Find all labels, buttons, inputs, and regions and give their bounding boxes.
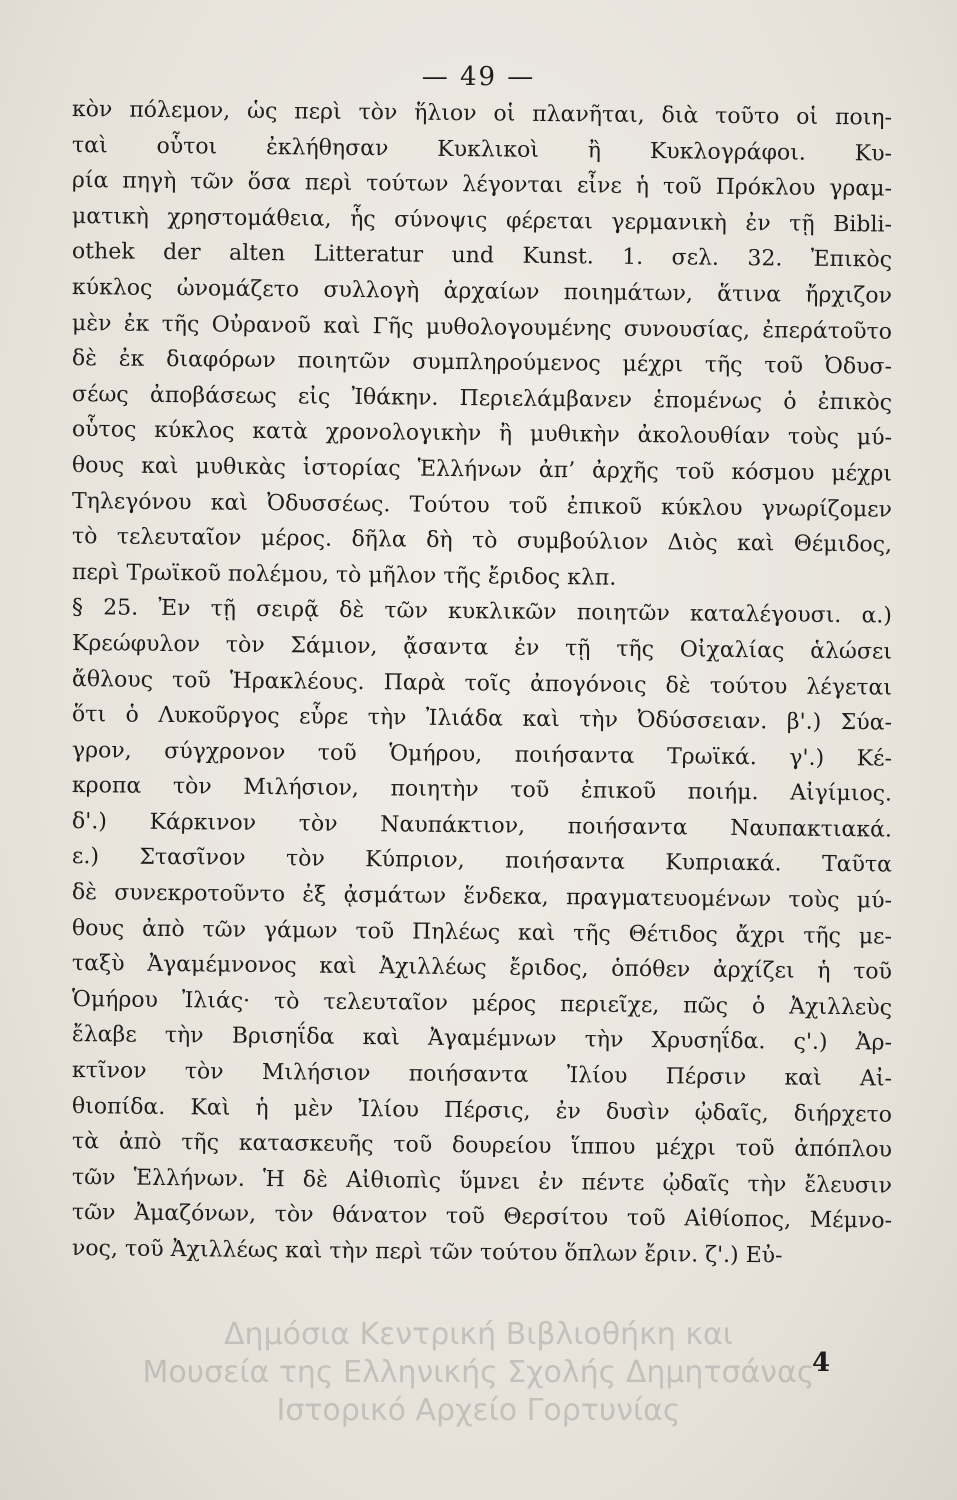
text-line: ρία πηγὴ τῶν ὅσα περὶ τούτων λέγονται εἶνε ἡ τοῦ Πρόκλου γραμ- <box>71 168 893 202</box>
watermark-line: Ιστορικό Αρχείο Γορτυνίας <box>276 1393 681 1428</box>
watermark-line: Δημόσια Κεντρική Βιβλιοθήκη και <box>224 1317 733 1352</box>
text-line: κροπα τὸν Μιλήσιον, ποιητὴν τοῦ ἐπικοῦ ποιήμ. Αἰγίμιος. <box>71 773 893 807</box>
text-line: ταξὺ Ἀγαμέμνονος καὶ Ἀχιλλέως ἔριδος, ὁπόθεν ἀρχίζει ἡ τοῦ <box>71 951 893 985</box>
text-line: κύκλος ὠνομάζετο συλλογὴ ἀρχαίων ποιημάτων, ἅτινα ἤρχιζον <box>71 274 893 309</box>
text-line: θους καὶ μυθικὰς ἱστορίας Ἑλλήνων ἀπ’ ἀρχῆς τοῦ κόσμου μέχρι <box>71 452 893 487</box>
text-line: κτῖνον τὸν Μιλήσιον ποιήσαντα Ἰλίου Πέρσιν καὶ Αἰ- <box>71 1058 893 1092</box>
text-line: θους ἀπὸ τῶν γάμων τοῦ Πηλέως καὶ τῆς Θέτιδος ἄχρι τῆς με- <box>71 915 893 950</box>
text-line: τὸ τελευταῖον μέρος. δῆλα δὴ τὸ συμβούλιον Διὸς καὶ Θέμιδος, <box>71 524 893 558</box>
text-line: othek der alten Litteratur und Kunst. 1. σελ. 32. Ἐπικὸς <box>71 239 893 273</box>
text-line: § 25. Ἐν τῇ σειρᾷ δὲ τῶν κυκλικῶν ποιητῶν καταλέγουσι. α.) <box>71 595 893 629</box>
text-line: δὲ συνεκροτοῦντο ἐξ ᾀσμάτων ἕνδεκα, πραγματευομένων τοὺς μύ- <box>71 880 893 914</box>
body-text <box>72 92 892 1267</box>
page-number: — 49 — <box>421 62 536 92</box>
text-line: Ὁμήρου Ἰλιάς· τὸ τελευταῖον μέρος περιεῖχε, πῶς ὁ Ἀχιλλεὺς <box>71 986 893 1021</box>
text-line: μὲν ἐκ τῆς Οὐρανοῦ καὶ Γῆς μυθολογουμένης συνουσίας, ἐπεράτοῦτο <box>71 310 893 345</box>
text-line: τῶν Ἑλλήνων. Ἡ δὲ Αἰθιοπὶς ὕμνει ἐν πέντε ᾠδαῖς τὴν ἔλευσιν <box>71 1164 893 1199</box>
text-line: ματικὴ χρηστομάθεια, ἧς σύνοψις φέρεται γερμανικὴ ἐν τῇ Bibli- <box>71 203 893 238</box>
printer-signature-mark: 4 <box>812 1348 831 1378</box>
text-line: θιοπίδα. Καὶ ἡ μὲν Ἰλίου Πέρσις, ἐν δυσὶν ᾠδαῖς, διήρχετο <box>71 1093 893 1128</box>
text-line: Κρεώφυλον τὸν Σάμιον, ᾄσαντα ἐν τῇ τῆς Οἰχαλίας ἁλώσει <box>71 630 893 665</box>
text-line: ταὶ οὗτοι ἐκλήθησαν Κυκλικοὶ ἢ Κυκλογράφοι. Κυ- <box>71 132 893 167</box>
text-line: σέως ἀποβάσεως εἰς Ἰθάκην. Περιελάμβανεν ἑπομένως ὁ ἐπικὸς <box>71 381 893 416</box>
text-line: Τηλεγόνου καὶ Ὀδυσσέως. Τούτου τοῦ ἐπικοῦ κύκλου γνωρίζομεν <box>71 488 893 523</box>
text-line: ὅτι ὁ Λυκοῦργος εὗρε τὴν Ἰλιάδα καὶ τὴν Ὀδύσσειαν. β'.) Σύα- <box>71 702 893 736</box>
text-line: δ'.) Κάρκινον τὸν Ναυπάκτιον, ποιήσαντα Ναυπακτιακά. <box>71 808 893 843</box>
text-line: ε.) Στασῖνον τὸν Κύπριον, ποιήσαντα Κυπριακά. Ταῦτα <box>71 844 893 879</box>
text-line: τὰ ἀπὸ τῆς κατασκευῆς τοῦ δουρείου ἵππου μέχρι τοῦ ἀπόπλου <box>71 1129 893 1163</box>
text-line: οὗτος κύκλος κατὰ χρονολογικὴν ἢ μυθικὴν ἀκολουθίαν τοὺς μύ- <box>71 417 893 451</box>
text-line: τῶν Ἀμαζόνων, τὸν θάνατον τοῦ Θερσίτου τοῦ Αἰθίοπος, Μέμνο- <box>71 1200 893 1234</box>
text-line: περὶ Τρωϊκοῦ πολέμου, τὸ μῆλον τῆς ἔριδος κλπ. <box>71 559 617 591</box>
text-line: νος, τοῦ Ἀχιλλέως καὶ τὴν περὶ τῶν τούτου ὅπλων ἔριν. ζ'.) Εὐ- <box>71 1236 783 1269</box>
text-line: κὸν πόλεμον, ὡς περὶ τὸν ἥλιον οἱ πλανῆται, διὰ τοῦτο οἱ ποιη- <box>71 97 893 131</box>
text-line: ἔλαβε τὴν Βρισηΐδα καὶ Ἀγαμέμνων τὴν Χρυσηΐδα. ς'.) Ἀρ- <box>71 1022 893 1057</box>
watermark-line: Μουσεία της Ελληνικής Σχολής Δημητσάνας <box>142 1355 815 1390</box>
text-line: γρον, σύγχρονον τοῦ Ὁμήρου, ποιήσαντα Τρωϊκά. γ'.) Κέ- <box>71 737 893 772</box>
text-line: δὲ ἐκ διαφόρων ποιητῶν συμπληρούμενος μέχρι τῆς τοῦ Ὀδυσ- <box>71 346 893 380</box>
text-line: ἄθλους τοῦ Ἡρακλέους. Παρὰ τοῖς ἀπογόνοις δὲ τούτου λέγεται <box>71 666 893 701</box>
